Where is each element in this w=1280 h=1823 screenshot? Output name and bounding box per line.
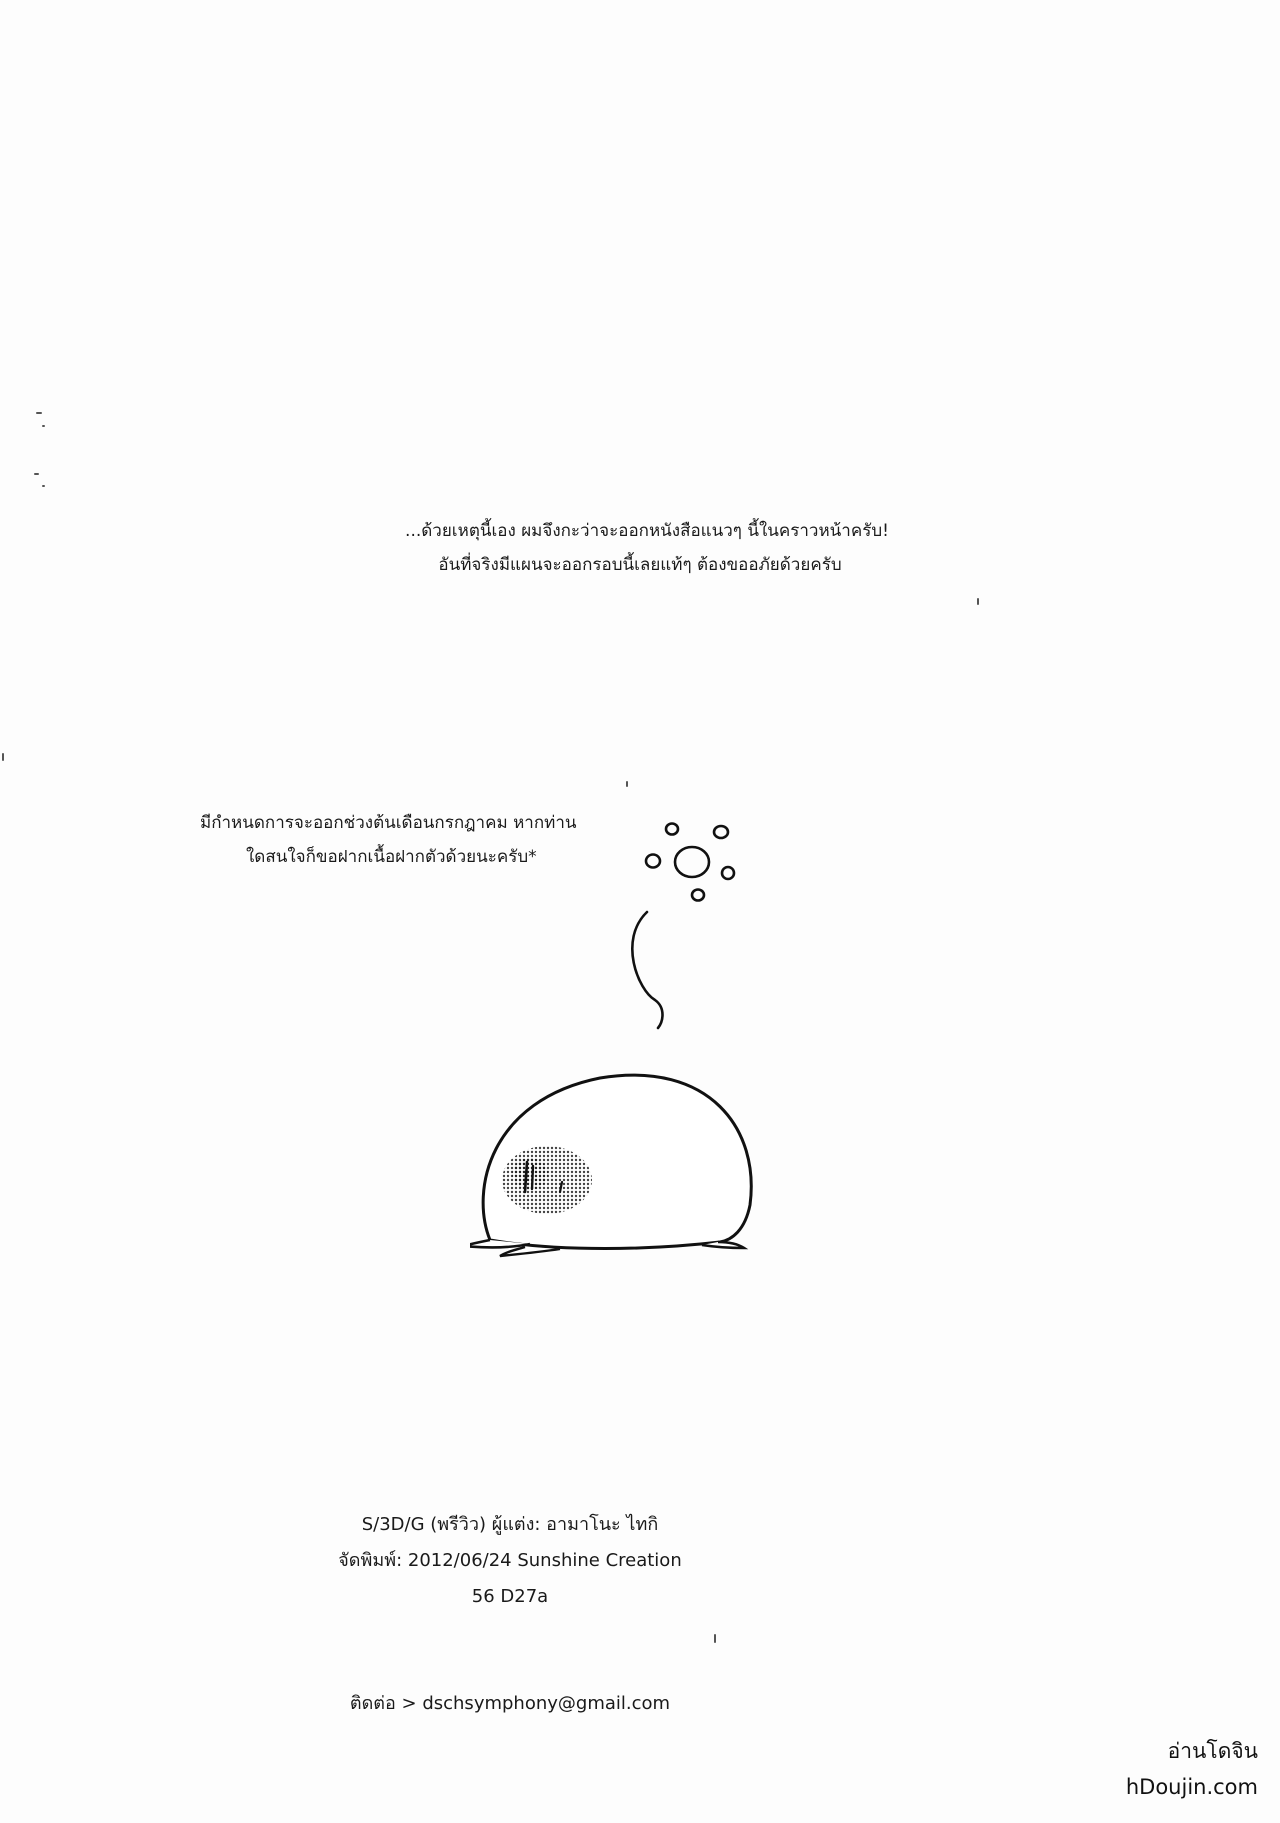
title-author-line: S/3D/G (พรีวิว) ผู้แต่ง: อามาโนะ ไทกิ <box>361 1514 659 1535</box>
contact-line: ติดต่อ > dschsymphony@gmail.com <box>349 1693 671 1714</box>
blob-mascot-illustration <box>470 810 770 1280</box>
schedule-line-1: มีกำหนดการจะออกช่วงต้นเดือนกรกฎาคม หากท่าน <box>200 813 577 833</box>
scan-speck <box>36 412 42 414</box>
scan-speck <box>2 753 4 761</box>
scan-speck <box>42 425 45 427</box>
intro-paragraph <box>0 514 1280 582</box>
blob-body <box>470 1075 751 1256</box>
publication-info <box>300 1507 720 1615</box>
scan-speck <box>42 485 45 487</box>
eye-right <box>532 1166 533 1189</box>
scan-speck <box>714 1634 716 1643</box>
watermark-thai: อ่านโดจิน <box>1167 1739 1258 1763</box>
sparkle-bubbles-icon <box>646 824 734 901</box>
scan-speck <box>626 781 628 787</box>
squiggle-line <box>632 912 662 1028</box>
site-watermark <box>1126 1733 1258 1805</box>
scan-speck <box>34 473 39 475</box>
intro-line-2: อันที่จริงมีแผนจะออกรอบนี้เลยแท้ๆ ต้องขออภัยด้วยครับ <box>438 555 842 575</box>
watermark-site: hDoujin.com <box>1125 1775 1258 1799</box>
scan-speck <box>977 598 979 605</box>
booth-code-line: 56 D27a <box>471 1586 549 1607</box>
intro-line-1: ...ด้วยเหตุนี้เอง ผมจึงกะว่าจะออกหนังสือแนวๆ นี้ในคราวหน้าครับ! <box>405 521 889 541</box>
schedule-line-2: ใดสนใจก็ขอฝากเนื้อฝากตัวด้วยนะครับ* <box>246 847 537 867</box>
publish-date-line: จัดพิมพ์: 2012/06/24 Sunshine Creation <box>338 1550 682 1571</box>
